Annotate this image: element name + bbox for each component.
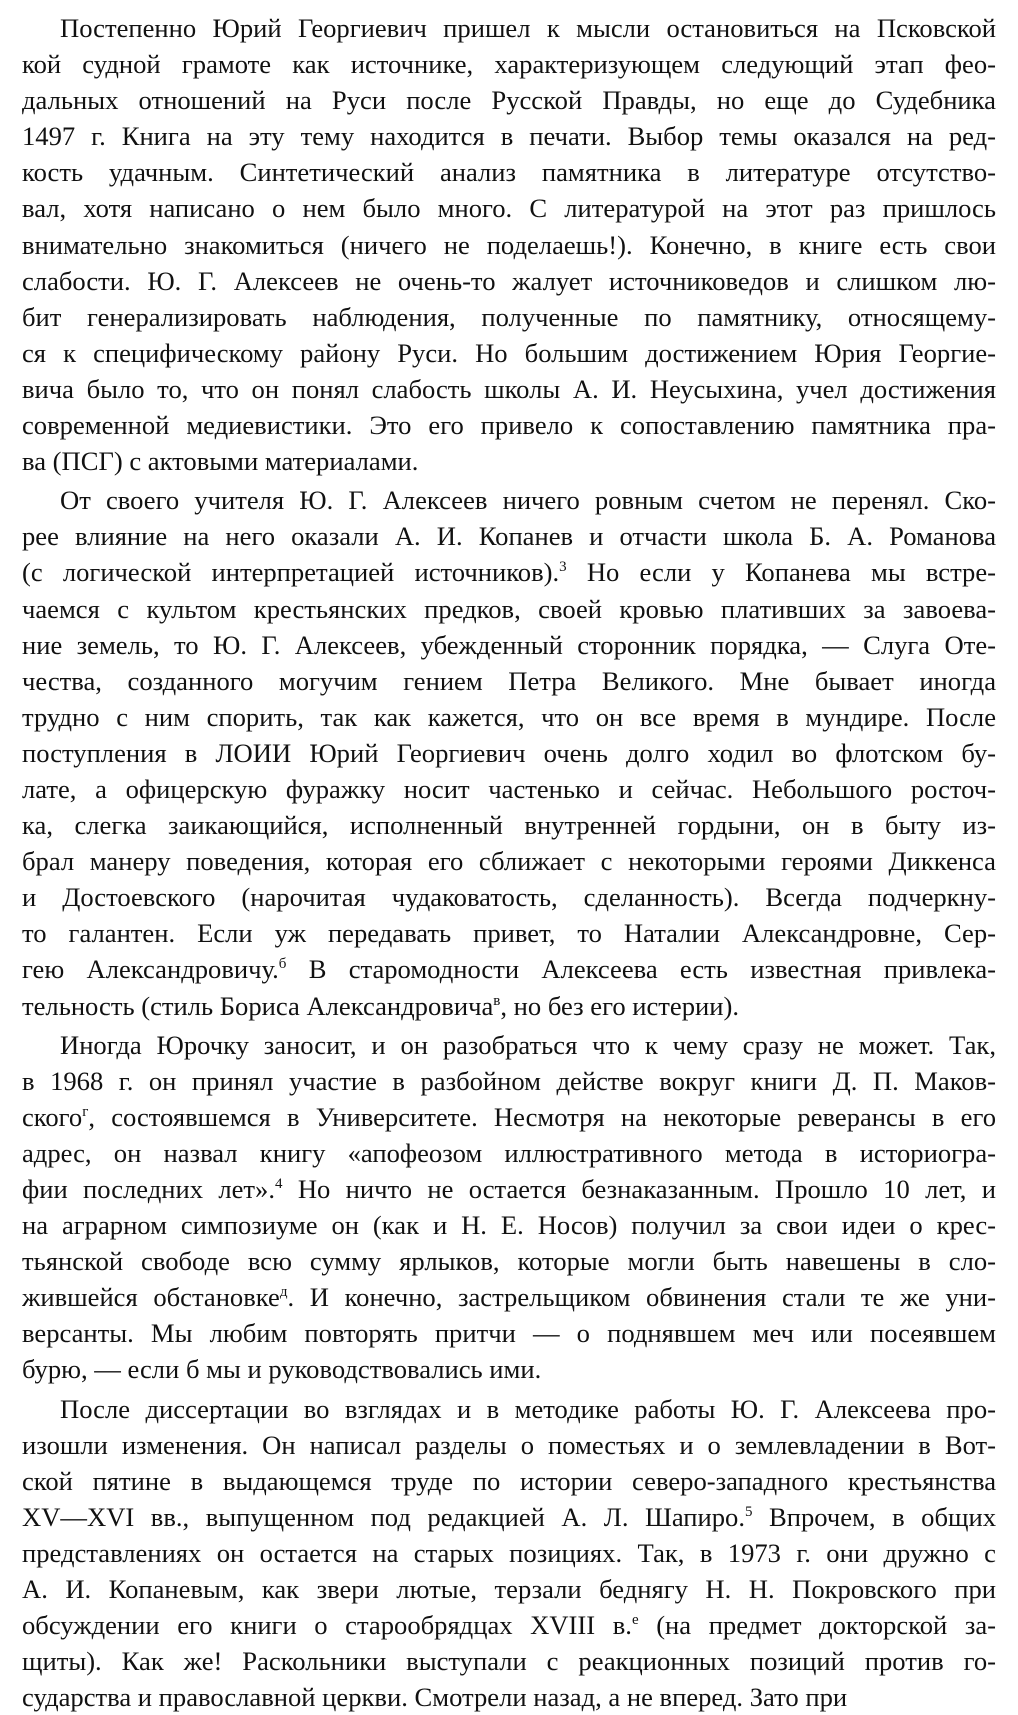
footnote-marker: е: [631, 1612, 639, 1629]
text-line: [22, 1679, 996, 1715]
text-segment: ся к специфическому району Руси. Но большим достижением Юрия Георгие-: [22, 337, 996, 368]
text-segment: адрес, он назвал книгу «апофеозом иллюстративного метода в историогра-: [22, 1137, 996, 1168]
text-line: [22, 518, 996, 554]
text-segment: поступления в ЛОИИ Юрий Георгиевич очень долго ходил во флотском бу-: [22, 737, 996, 768]
paragraph-p4: [22, 1391, 996, 1715]
text-line: [22, 591, 996, 627]
text-segment: жившейся обстановке: [22, 1282, 280, 1313]
text-line: [22, 407, 996, 443]
text-segment: то галантен. Если уж передавать привет, то Наталии Александровне, Сер-: [22, 918, 996, 949]
text-line: [22, 951, 996, 987]
text-segment: современной медиевистики. Это его привело к сопоставлению памятника пра-: [22, 410, 996, 441]
text-line: [22, 299, 996, 335]
text-line: [22, 843, 996, 879]
text-segment: В старомодности Алексеева есть известная привлека-: [286, 954, 996, 985]
text-line: [22, 1643, 996, 1679]
text-segment: версанты. Мы любим повторять притчи — о поднявшем меч или посеявшем: [22, 1318, 996, 1349]
text-segment: гею Александровичу.: [22, 954, 279, 985]
text-segment: слабости. Ю. Г. Алексеев не очень-то жалует источниковедов и слишком лю-: [22, 265, 996, 296]
text-segment: бит генерализировать наблюдения, полученные по памятнику, относящему-: [22, 301, 996, 332]
text-segment: После диссертации во взглядах и в методике работы Ю. Г. Алексеева про-: [60, 1393, 996, 1424]
text-line: [22, 371, 996, 407]
text-line: [22, 1571, 996, 1607]
footnote-marker: 3: [559, 559, 567, 576]
footnote-marker: г: [82, 1103, 89, 1120]
text-line: [22, 879, 996, 915]
text-line: [22, 1391, 996, 1427]
text-segment: ка, слегка заикающийся, исполненный внутренней гордыни, он в быту из-: [22, 810, 996, 841]
text-segment: ние земель, то Ю. Г. Алексеев, убежденный сторонник порядка, — Слуга Оте-: [22, 629, 996, 660]
footnote-marker: в: [493, 992, 501, 1009]
paragraph-p3: [22, 1027, 996, 1388]
text-segment: А. И. Копаневым, как звери лютые, терзали беднягу Н. Н. Покровского при: [22, 1574, 996, 1605]
text-segment: трудно с ним спорить, так как кажется, что он все время в мундире. После: [22, 701, 996, 732]
text-line: [22, 1315, 996, 1351]
text-segment: в 1968 г. он принял участие в разбойном действе вокруг книги Д. П. Маков-: [22, 1065, 996, 1096]
text-segment: вича было то, что он понял слабость школы А. И. Неусыхина, учел достижения: [22, 373, 996, 404]
text-line: [22, 1351, 996, 1387]
text-line: [22, 1427, 996, 1463]
text-segment: Иногда Юрочку заносит, и он разобраться что к чему сразу не может. Так,: [60, 1029, 996, 1060]
text-line: [22, 627, 996, 663]
text-line: [22, 10, 996, 46]
text-segment: бурю, — если б мы и руководствовались ими.: [22, 1354, 542, 1385]
text-line: [22, 443, 996, 479]
text-segment: Впрочем, в общих: [752, 1501, 996, 1532]
footnote-marker: б: [278, 956, 287, 973]
text-line: [22, 1243, 996, 1279]
text-line: [22, 46, 996, 82]
text-segment: ского: [22, 1101, 83, 1132]
text-segment: представлениях он остается на старых позициях. Так, в 1973 г. они дружно с: [22, 1537, 996, 1568]
text-segment: ва (ПСГ) с актовыми материалами.: [22, 446, 419, 477]
text-segment: фии последних лет».: [22, 1174, 275, 1204]
text-line: [22, 1463, 996, 1499]
text-line: [22, 263, 996, 299]
text-segment: , но без его истерии).: [500, 990, 739, 1021]
text-segment: кость удачным. Синтетический анализ памятника в литературе отсутство-: [22, 157, 996, 188]
footnote-marker: 5: [745, 1503, 753, 1520]
text-segment: (с логической интерпретацией источников).: [22, 557, 560, 588]
text-segment: сударства и православной церкви. Смотрели назад, а не вперед. Зато при: [22, 1682, 848, 1713]
text-line: [22, 1135, 996, 1171]
text-segment: (на предмет докторской за-: [638, 1610, 996, 1641]
text-line: [22, 118, 996, 154]
text-line: [22, 335, 996, 371]
text-line: [22, 699, 996, 735]
paragraph-p2: [22, 482, 996, 1023]
text-segment: брал манеру поведения, которая его сближает с некоторыми героями Диккенса: [22, 846, 996, 877]
text-segment: Постепенно Юрий Георгиевич пришел к мысли остановиться на Псковской: [60, 13, 996, 43]
text-line: [22, 554, 996, 590]
paragraph-p1: [22, 10, 996, 479]
text-segment: чаемся с культом крестьянских предков, своей кровью плативших за завоева-: [22, 593, 996, 624]
text-segment: Но ничто не остается безнаказанным. Прошло 10 лет, и: [282, 1174, 996, 1204]
text-segment: ской пятине в выдающемся труде по истории северо-западного крестьянства: [22, 1465, 996, 1496]
text-segment: и Достоевского (нарочитая чудаковатость, сделанность). Всегда подчеркну-: [22, 882, 996, 913]
text-line: [22, 154, 996, 190]
text-segment: дальных отношений на Руси после Русской Правды, но еще до Судебника: [22, 85, 996, 116]
text-line: [22, 771, 996, 807]
text-segment: на аграрном симпозиуме он (как и Н. Е. Носов) получил за свои идеи о крес-: [22, 1210, 996, 1241]
text-line: [22, 915, 996, 951]
text-line: [22, 1499, 996, 1535]
text-segment: . И конечно, застрельщиком обвинения стали те же уни-: [287, 1282, 996, 1313]
text-segment: лате, а офицерскую фуражку носит частенько и сейчас. Небольшого росточ-: [22, 773, 996, 804]
text-line: [22, 227, 996, 263]
text-segment: тельность (стиль Бориса Александровича: [22, 990, 494, 1021]
text-segment: , состоявшемся в Университете. Несмотря на некоторые реверансы в его: [88, 1101, 996, 1132]
text-line: [22, 807, 996, 843]
text-line: [22, 1207, 996, 1243]
text-line: [22, 988, 996, 1024]
text-segment: обсуждении его книги о старообрядцах XVIII в.: [22, 1610, 632, 1641]
text-segment: тьянской свободе всю сумму ярлыков, которые могли быть навешены в сло-: [22, 1246, 996, 1277]
text-segment: изошли изменения. Он написал разделы о поместьях и о землевладении в Вот-: [22, 1429, 996, 1460]
text-segment: Но если у Копанева мы встре-: [566, 557, 996, 588]
text-line: [22, 482, 996, 518]
text-segment: XV—XVI вв., выпущенном под редакцией А. Л. Шапиро.: [22, 1501, 745, 1532]
text-line: [22, 663, 996, 699]
text-line: [22, 1171, 996, 1207]
text-segment: щиты). Как же! Раскольники выступали с реакционных позиций против го-: [22, 1646, 996, 1677]
text-line: [22, 1063, 996, 1099]
text-segment: кой судной грамоте как источнике, характеризующем следующий этап фео-: [22, 49, 996, 80]
text-segment: чества, созданного могучим гением Петра Великого. Мне бывает иногда: [22, 665, 996, 696]
footnote-marker: д: [279, 1284, 288, 1301]
text-line: [22, 735, 996, 771]
text-line: [22, 1535, 996, 1571]
text-segment: рее влияние на него оказали А. И. Копанев и отчасти школа Б. А. Романова: [22, 521, 996, 552]
text-line: [22, 190, 996, 226]
text-line: [22, 1607, 996, 1643]
text-segment: 1497 г. Книга на эту тему находится в печати. Выбор темы оказался на ред-: [22, 121, 996, 152]
text-segment: вал, хотя написано о нем было много. С литературой на этот раз пришлось: [22, 193, 996, 224]
text-line: [22, 82, 996, 118]
text-segment: От своего учителя Ю. Г. Алексеев ничего ровным счетом не перенял. Ско-: [60, 485, 996, 516]
text-line: [22, 1099, 996, 1135]
footnote-marker: 4: [275, 1176, 283, 1193]
text-line: [22, 1027, 996, 1063]
text-line: [22, 1279, 996, 1315]
text-segment: внимательно знакомиться (ничего не поделаешь!). Конечно, в книге есть свои: [22, 229, 996, 260]
